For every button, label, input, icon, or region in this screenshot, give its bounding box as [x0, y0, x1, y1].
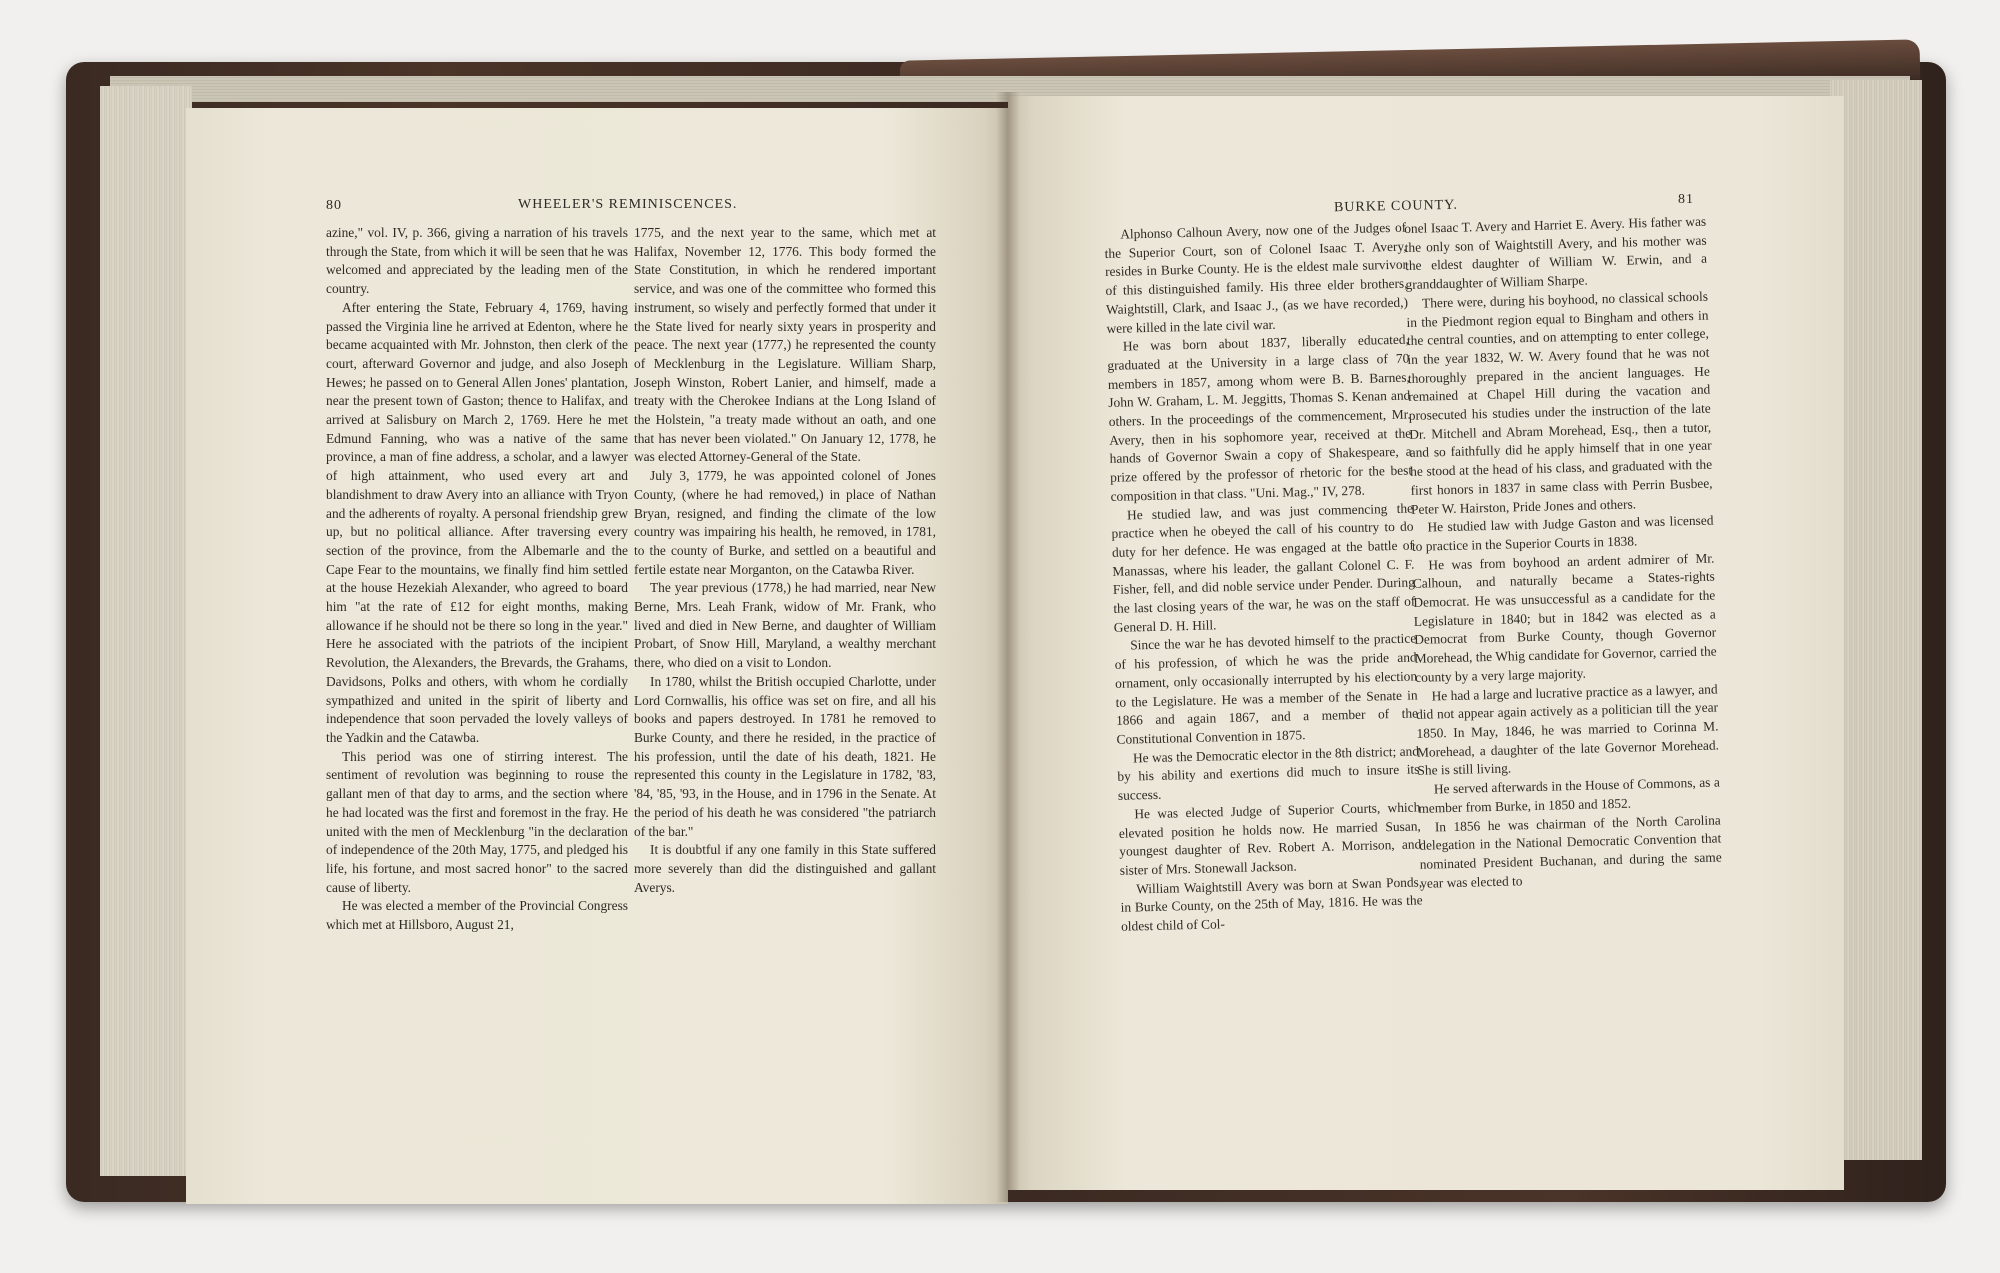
paragraph: He was born about 1837, liberally educated, graduated at the University in a large class of 70 members in 1857, among whom were B. B. Barnes, John W. Graham, L. M. Jeggitts, Thomas S. Kenan and others. In the proceedings of the commencement, Mr. Avery, then in his sophomore year, received at the hands of Governor Swain a copy of Shakespeare, a prize offered by the professor of rhetoric for the best composition in that class. "Uni. Mag.," IV, 278. [1107, 331, 1413, 504]
right-page-column-1 [1104, 219, 1423, 937]
left-running-head: WHEELER'S REMINISCENCES. [518, 197, 738, 212]
paragraph: Since the war he has devoted himself to the practice of his profession, of which he was the pride and ornament, only occasionally interrupted by his election to the Legislature. He was a member of the Senate in 1866 and again 1867, and a member of the Constitutional Convention in 1875. [1114, 630, 1419, 747]
right-page-column-2 [1404, 213, 1722, 893]
paragraph: 1775, and the next year to the same, which met at Halifax, November 12, 1776. This body formed the State Constitution, in which he rendered important service, and was one of the committee who formed this instrument, so wisely and perfectly formed that under it the State lived for nearly sixty years in prosperity and peace. The next year (1777,) he represented the county of Mecklenburg in the Legislature. William Sharp, Joseph Winston, Robert Lanier, and himself, made a treaty with the Cherokee Indians at the Long Island of the Holstein, "a treaty made without an oath, and one that has never been violated." On January 12, 1778, he was elected Attorney-General of the State. [634, 225, 936, 465]
paragraph: In 1856 he was chairman of the North Carolina delegation in the National Democratic Convention that nominated President Buchanan, and during the same year was elected to [1419, 811, 1722, 891]
right-running-head: BURKE COUNTY. [1333, 197, 1459, 216]
paragraph: Alphonso Calhoun Avery, now one of the Judges of the Superior Court, son of Colonel Isaac T. Avery, resides in Burke County. He is the eldest male survivor of this distinguished family. His three elder brothers, Waightstill, Clark, and Isaac J., (as we have recorded,) were killed in the late civil war. [1104, 219, 1409, 336]
paragraph: In 1780, whilst the British occupied Charlotte, under Lord Cornwallis, his office was set on fire, and all his books and papers destroyed. In 1781 he removed to Burke County, and there he resided, in the practice of his profession, until the date of his death, 1821. He represented this county in the Legislature in 1782, '83, '84, '85, '93, in the House, and in 1796 in the Senate. At the period of his death he was considered "the patriarch of the bar." [634, 673, 936, 839]
left-page-column-2 [634, 224, 936, 897]
paragraph: It is doubtful if any one family in this State suffered more severely than did the distinguished and gallant Averys. [634, 842, 936, 895]
paragraph: This period was one of stirring interest. The sentiment of revolution was beginning to rouse the gallant men of that day to arms, and the section where he had located was the first and foremost in the fray. He united with the men of Mecklenburg "in the declaration of independence of the 20th May, 1775, and pledged his life, his fortune, and most sacred honor" to the sacred cause of liberty. [326, 748, 628, 895]
left-page-column-1 [326, 224, 628, 935]
page-block-left-edge [100, 86, 192, 1176]
paragraph: He was elected a member of the Provincial Congress which met at Hillsboro, August 21, [326, 898, 628, 933]
paragraph: He had a large and lucrative practice as a lawyer, and did not appear again actively as a politician till the year 1850. In May, 1846, he was married to Corinna M. Morehead, a daughter of the late Governor Morehead. She is still living. [1415, 681, 1720, 779]
paragraph: William Waightstill Avery was born at Swan Ponds, in Burke County, on the 25th of May, 1816. He was the oldest child of Col- [1120, 874, 1423, 934]
paragraph: azine," vol. IV, p. 366, giving a narration of his travels through the State, from which it will be seen that he was welcomed and appreciated by the leading men of the country. [326, 225, 628, 297]
paragraph: He studied law with Judge Gaston and was licensed to practice in the Superior Courts in 1838. [1411, 512, 1714, 554]
paragraph: There were, during his boyhood, no classical schools in the Piedmont region equal to Bingham and others in the central counties, and on attempting to enter college, in the year 1832, W. W. Avery found that he was not thoroughly prepared in the ancient languages. He remained at Chapel Hill during the vacation and prosecuted his studies under the instruction of the late Dr. Mitchell and Abram Morehead, Esq., then a tutor, and so faithfully did he apply himself that in one year he stood at the head of his class, and graduated with the first honors in 1837 in same class with Perrin Busbee, Peter W. Hairston, Pride Jones and others. [1406, 288, 1713, 517]
paragraph: He served afterwards in the House of Commons, as a member from Burke, in 1850 and 1852. [1418, 774, 1721, 816]
paragraph: The year previous (1778,) he had married, near New Berne, Mrs. Leah Frank, widow of Mr. Frank, who lived and died in New Berne, and daughter of William Probart, of Snow Hill, Maryland, a wealthy merchant there, who died on a visit to London. [634, 580, 936, 671]
left-page-number: 80 [326, 198, 342, 213]
paragraph: July 3, 1779, he was appointed colonel of Jones County, (where he had removed,) in place of Nathan Bryan, resigned, and finding the climate of the low country was impairing his health, he removed, in 1781, to the county of Burke, and settled on a beautiful and fertile estate near Morganton, on the Catawba River. [634, 468, 936, 577]
paragraph: onel Isaac T. Avery and Harriet E. Avery. His father was the only son of Waightstill Avery, and his mother was the eldest daughter of William W. Erwin, and a granddaughter of William Sharpe. [1404, 213, 1708, 293]
paragraph: He was from boyhood an ardent admirer of Mr. Calhoun, and naturally became a States-rights Democrat. He was unsuccessful as a candidate for the Legislature in 1840; but in 1842 was elected as a Democrat from Burke County, though Governor Morehead, the Whig candidate for Governor, carried the county by a very large majority. [1412, 550, 1717, 685]
right-page-number: 81 [1678, 192, 1694, 207]
paragraph: After entering the State, February 4, 1769, having passed the Virginia line he arrived at Edenton, where he became acquainted with Mr. Johnston, then clerk of the court, afterward Governor and judge, and also Joseph Hewes; he passed on to General Allen Jones' plantation, near the present town of Gaston; thence to Halifax, and arrived at Salisbury on March 2, 1769. Here he met Edmund Fanning, who was a native of the same province, a man of fine address, a scholar, and a lawyer of high attainment, who used every art and blandishment to draw Avery into an alliance with Tryon and the adherents of royalty. A personal friendship grew up, but no political alliance. After traversing every section of the province, from the Albemarle and the Cape Fear to the mountains, we finally find him settled at the house Hezekiah Alexander, who agreed to board him "at the rate of £12 for eight months, making allowance if he should not be there so long in the year." Here he associated with the patriots of the incipient Revolution, the Alexanders, the Brevards, the Grahams, Davidsons, Polks and others, with whom he cordially sympathized and united in the spirit of liberty and independence that soon pervaded the lovely valleys of the Yadkin and the Catawba. [326, 299, 628, 745]
book-gutter [996, 92, 1020, 1202]
paragraph: He studied law, and was just commencing the practice when he obeyed the call of his country to do duty for her defence. He was engaged at the battle of Manassas, where his leader, the gallant Colonel C. F. Fisher, fell, and did noble service under Pender. During the last closing years of the war, he was on the staff of General D. H. Hill. [1111, 500, 1416, 635]
paragraph: He was elected Judge of Superior Courts, which elevated position he holds now. He married Susan, youngest daughter of Rev. Robert A. Morrison, and sister of Mrs. Stonewall Jackson. [1118, 799, 1422, 878]
paragraph: He was the Democratic elector in the 8th district; and by his ability and exertions did much to insure its success. [1117, 743, 1420, 803]
